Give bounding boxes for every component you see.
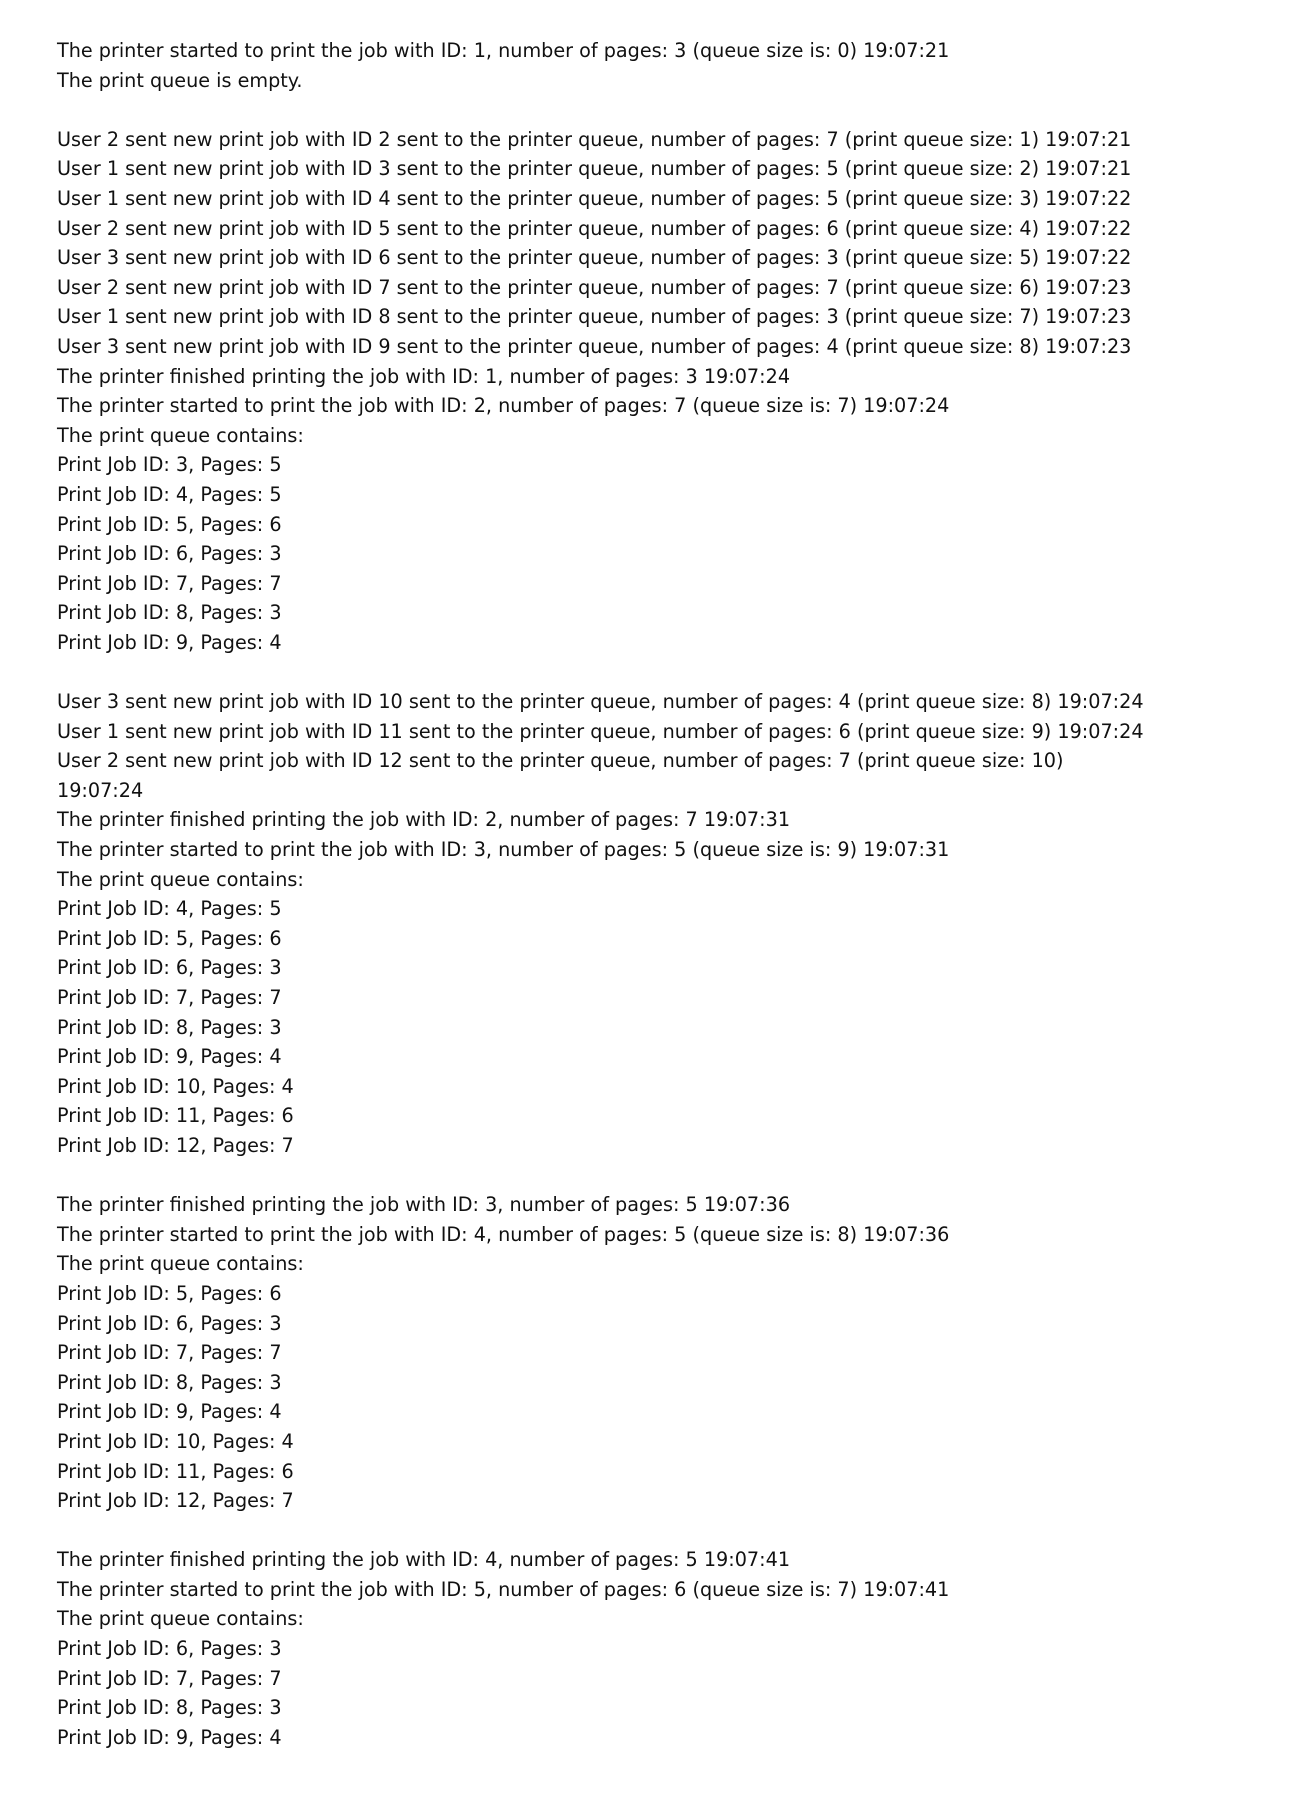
log-line: User 1 sent new print job with ID 3 sent to the printer queue, number of pages: 5 (print queue size: 2) 19:07:21 <box>57 157 1132 181</box>
log-line: The print queue is empty. <box>57 68 303 92</box>
log-line: The print queue contains: <box>57 423 304 447</box>
log-line: Print Job ID: 7, Pages: 7 <box>57 986 282 1009</box>
log-line: Print Job ID: 10, Pages: 4 <box>57 1429 294 1453</box>
log-line: The printer started to print the job with ID: 4, number of pages: 5 (queue size is: 8) 19:07:36 <box>57 1222 950 1246</box>
log-line: Print Job ID: 7, Pages: 7 <box>57 1341 282 1365</box>
log-line: Print Job ID: 4, Pages: 5 <box>57 482 282 506</box>
blank-line <box>57 1516 1297 1546</box>
log-line: The printer started to print the job with ID: 1, number of pages: 3 (queue size is: 0) 19:07:21 <box>57 39 950 62</box>
log-line: The print queue contains: <box>57 1252 304 1276</box>
log-line: User 3 sent new print job with ID 6 sent to the printer queue, number of pages: 3 (print queue size: 5) 19:07:22 <box>57 246 1132 270</box>
log-line: User 3 sent new print job with ID 10 sent to the printer queue, number of pages: 4 (print queue size: 8) 19:07:24 <box>57 690 1144 714</box>
log-line: Print Job ID: 5, Pages: 6 <box>57 512 282 536</box>
log-line: The printer started to print the job with ID: 2, number of pages: 7 (queue size is: 7) 19:07:24 <box>57 394 950 418</box>
log-line: Print Job ID: 9, Pages: 4 <box>57 1725 282 1749</box>
log-line: Print Job ID: 11, Pages: 6 <box>57 1104 294 1128</box>
log-line: Print Job ID: 6, Pages: 3 <box>57 1637 282 1661</box>
log-line: Print Job ID: 4, Pages: 5 <box>57 897 282 921</box>
log-line: Print Job ID: 5, Pages: 6 <box>57 926 282 950</box>
log-line: The printer finished printing the job with ID: 2, number of pages: 7 19:07:31 <box>57 808 791 832</box>
log-line: Print Job ID: 9, Pages: 4 <box>57 630 282 654</box>
log-line: User 2 sent new print job with ID 12 sent to the printer queue, number of pages: 7 (print queue size: 10) <box>57 749 1064 773</box>
log-line: The printer finished printing the job with ID: 1, number of pages: 3 19:07:24 <box>57 364 791 388</box>
log-line: Print Job ID: 9, Pages: 4 <box>57 1045 282 1069</box>
log-line: Print Job ID: 12, Pages: 7 <box>57 1133 294 1157</box>
log-line: Print Job ID: 10, Pages: 4 <box>57 1074 294 1098</box>
log-line: Print Job ID: 7, Pages: 7 <box>57 1666 282 1690</box>
log-line: Print Job ID: 3, Pages: 5 <box>57 453 282 477</box>
log-line: The printer started to print the job with ID: 5, number of pages: 6 (queue size is: 7) 19:07:41 <box>57 1577 950 1601</box>
log-line: Print Job ID: 11, Pages: 6 <box>57 1459 294 1483</box>
log-line: Print Job ID: 7, Pages: 7 <box>57 571 282 595</box>
log-line: Print Job ID: 9, Pages: 4 <box>57 1400 282 1424</box>
console-output <box>57 36 1297 1752</box>
log-line: User 1 sent new print job with ID 4 sent to the printer queue, number of pages: 5 (print queue size: 3) 19:07:22 <box>57 186 1132 210</box>
log-line: User 2 sent new print job with ID 7 sent to the printer queue, number of pages: 7 (print queue size: 6) 19:07:23 <box>57 275 1132 299</box>
log-line: Print Job ID: 8, Pages: 3 <box>57 601 282 625</box>
log-line: Print Job ID: 8, Pages: 3 <box>57 1015 282 1039</box>
log-line: Print Job ID: 8, Pages: 3 <box>57 1696 282 1720</box>
log-line: 19:07:24 <box>57 778 144 802</box>
log-line: Print Job ID: 6, Pages: 3 <box>57 956 282 980</box>
log-line: Print Job ID: 6, Pages: 3 <box>57 1311 282 1335</box>
log-line: The printer started to print the job with ID: 3, number of pages: 5 (queue size is: 9) 19:07:31 <box>57 838 950 862</box>
log-line: Print Job ID: 6, Pages: 3 <box>57 542 282 566</box>
log-line: The print queue contains: <box>57 1607 304 1631</box>
log-line: Print Job ID: 12, Pages: 7 <box>57 1489 294 1513</box>
log-line: The printer finished printing the job with ID: 3, number of pages: 5 19:07:36 <box>57 1193 791 1217</box>
blank-line <box>57 657 1297 687</box>
log-line: User 1 sent new print job with ID 11 sent to the printer queue, number of pages: 6 (print queue size: 9) 19:07:24 <box>57 719 1144 743</box>
log-line: The printer finished printing the job with ID: 4, number of pages: 5 19:07:41 <box>57 1548 791 1572</box>
log-line: Print Job ID: 8, Pages: 3 <box>57 1370 282 1394</box>
log-line: Print Job ID: 5, Pages: 6 <box>57 1281 282 1305</box>
log-line: User 2 sent new print job with ID 5 sent to the printer queue, number of pages: 6 (print queue size: 4) 19:07:22 <box>57 216 1132 240</box>
log-line: User 3 sent new print job with ID 9 sent to the printer queue, number of pages: 4 (print queue size: 8) 19:07:23 <box>57 334 1132 358</box>
log-line: The print queue contains: <box>57 867 304 891</box>
blank-line <box>57 95 1297 125</box>
log-line: User 1 sent new print job with ID 8 sent to the printer queue, number of pages: 3 (print queue size: 7) 19:07:23 <box>57 305 1132 329</box>
log-line: User 2 sent new print job with ID 2 sent to the printer queue, number of pages: 7 (print queue size: 1) 19:07:21 <box>57 127 1132 151</box>
blank-line <box>57 1161 1297 1191</box>
